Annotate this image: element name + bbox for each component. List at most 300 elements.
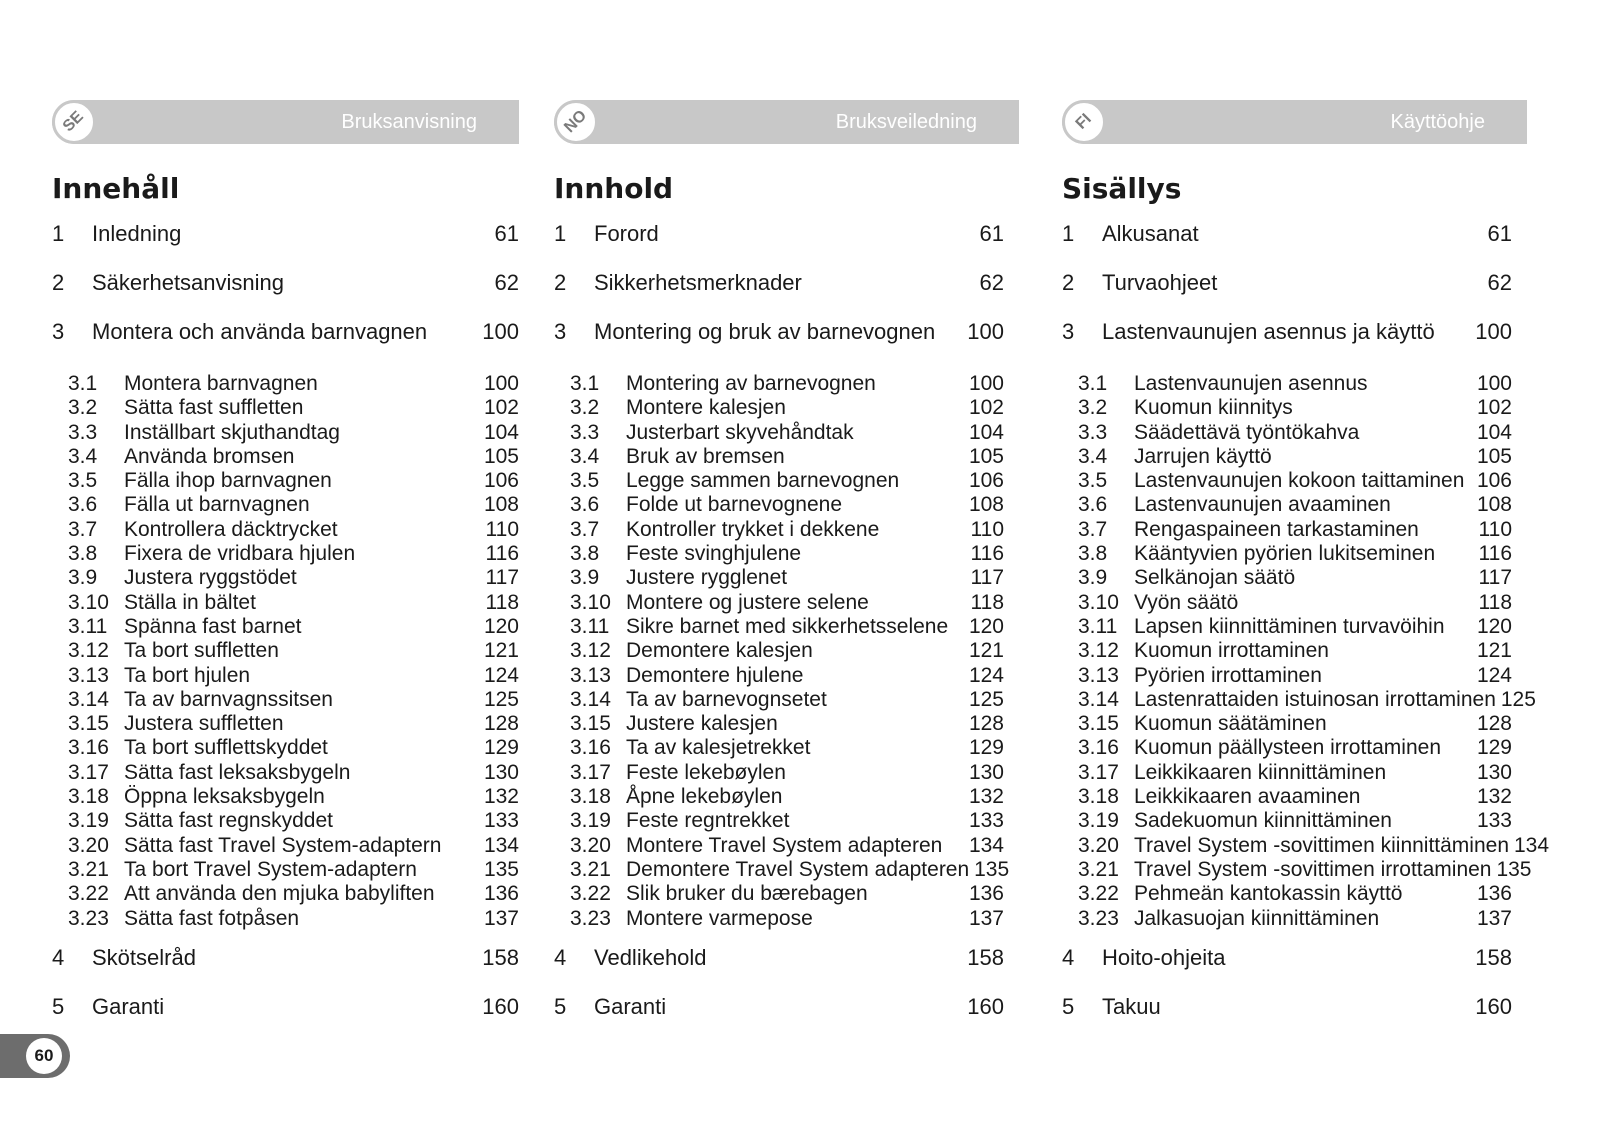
entry-label: Sikkerhetsmerknader	[594, 270, 802, 295]
toc-subentry[interactable]	[554, 664, 1004, 688]
entry-number: 3.12	[68, 639, 109, 663]
entry-page: 135	[483, 857, 519, 881]
toc-subentry[interactable]	[52, 858, 519, 882]
entry-number: 3.5	[570, 469, 600, 493]
entry-page: 110	[485, 517, 519, 541]
entry-page: 135	[1496, 857, 1532, 881]
toc-subentry[interactable]	[1062, 785, 1512, 809]
toc-subentry[interactable]	[1062, 518, 1512, 542]
entry-number: 3.20	[1078, 833, 1119, 857]
entry-number: 4	[1062, 944, 1075, 970]
entry-label: Pehmeän kantokassin käyttö	[1134, 882, 1403, 906]
toc-subentry[interactable]	[1062, 445, 1512, 469]
entry-page: 61	[1487, 221, 1512, 246]
toc-subentry[interactable]	[554, 736, 1004, 760]
entry-page: 128	[483, 712, 519, 736]
entry-number: 3.23	[570, 906, 611, 930]
entry-page: 102	[483, 396, 519, 420]
entry-page: 133	[968, 809, 1004, 833]
manual-title: Bruksanvisning	[341, 111, 477, 133]
entry-page: 120	[968, 614, 1004, 638]
entry-label: Spänna fast barnet	[124, 614, 302, 638]
toc-subentry[interactable]	[554, 712, 1004, 736]
language-header	[1062, 100, 1527, 144]
entry-page: 117	[970, 566, 1004, 590]
entry-number: 3.14	[68, 687, 109, 711]
entry-page: 136	[483, 882, 519, 906]
entry-page: 110	[970, 517, 1004, 541]
entry-label: Garanti	[92, 993, 165, 1019]
entry-page: 124	[1476, 663, 1512, 687]
entry-label: Folde ut barnevognene	[626, 493, 842, 517]
entry-page: 160	[1475, 993, 1512, 1019]
entry-number: 3.12	[570, 639, 611, 663]
entry-label: Montera barnvagnen	[124, 372, 318, 395]
entry-number: 3.18	[1078, 785, 1119, 809]
toc-subentry[interactable]	[52, 493, 519, 517]
entry-label: Fälla ihop barnvagnen	[124, 469, 332, 493]
entry-label: Lastenrattaiden istuinosan irrottaminen	[1134, 687, 1496, 711]
entry-number: 3.15	[1078, 712, 1119, 736]
entry-number: 3.6	[68, 493, 98, 517]
entry-number: 3.6	[570, 493, 600, 517]
entry-number: 1	[554, 221, 567, 246]
toc-subentry[interactable]	[1062, 736, 1512, 760]
toc-subentry[interactable]	[52, 615, 519, 639]
toc-subentry[interactable]	[52, 834, 519, 858]
entry-label: Travel System -sovittimen kiinnittäminen	[1134, 833, 1510, 857]
toc-subentry[interactable]	[1062, 712, 1512, 736]
entry-number: 3.8	[1078, 542, 1108, 566]
entry-label: Använda bromsen	[124, 444, 295, 468]
entry-page: 116	[970, 542, 1004, 566]
entry-number: 3.10	[1078, 590, 1119, 614]
toc-subentry[interactable]	[52, 421, 519, 445]
toc-subentry[interactable]	[554, 566, 1004, 590]
toc-subentry[interactable]	[554, 518, 1004, 542]
entry-number: 3.11	[68, 614, 108, 638]
entry-page: 128	[1476, 712, 1512, 736]
toc-subentry[interactable]	[52, 907, 519, 931]
entry-number: 2	[52, 270, 65, 295]
toc-subentry[interactable]	[554, 907, 1004, 931]
entry-number: 3.11	[570, 614, 610, 638]
entry-number: 3.9	[570, 566, 600, 590]
entry-page: 116	[1478, 542, 1512, 566]
entry-number: 3.9	[68, 566, 98, 590]
toc-entry[interactable]	[554, 317, 1004, 366]
toc-subentry[interactable]	[554, 761, 1004, 785]
toc-subentry[interactable]	[52, 445, 519, 469]
toc-subentry[interactable]	[1062, 372, 1512, 396]
entry-label: Ta av kalesjetrekket	[626, 736, 811, 760]
entry-label: Montera och använda barnvagnen	[92, 319, 428, 344]
entry-page: 62	[1487, 270, 1512, 295]
toc-entry[interactable]	[52, 317, 519, 366]
toc-subentry[interactable]	[52, 639, 519, 663]
entry-page: 104	[1476, 420, 1512, 444]
entry-page: 133	[483, 809, 519, 833]
toc-subentry[interactable]	[554, 809, 1004, 833]
entry-page: 121	[483, 639, 519, 663]
entry-page: 130	[968, 760, 1004, 784]
entry-page: 129	[968, 736, 1004, 760]
entry-label: Lastenvaunujen kokoon taittaminen	[1134, 469, 1465, 493]
entry-number: 3.19	[68, 809, 109, 833]
entry-label: Takuu	[1102, 993, 1161, 1019]
entry-page: 105	[968, 444, 1004, 468]
entry-label: Vedlikehold	[594, 944, 707, 970]
toc-subentry[interactable]	[52, 882, 519, 906]
entry-page: 121	[1476, 639, 1512, 663]
entry-label: Demontere kalesjen	[626, 639, 813, 663]
entry-label: Leikkikaaren kiinnittäminen	[1134, 760, 1387, 784]
entry-page: 106	[968, 469, 1004, 493]
entry-number: 3.20	[68, 833, 109, 857]
toc-subentry[interactable]	[52, 664, 519, 688]
entry-number: 3.16	[1078, 736, 1119, 760]
toc-subentry[interactable]	[1062, 907, 1512, 931]
toc-subentry[interactable]	[554, 372, 1004, 396]
toc-subentry[interactable]	[1062, 833, 1550, 858]
entry-number: 3.15	[68, 712, 109, 736]
toc-subentry[interactable]	[554, 396, 1004, 420]
toc-subentry[interactable]	[1062, 882, 1512, 906]
entry-number: 2	[1062, 270, 1075, 295]
toc-subentry[interactable]	[554, 834, 1004, 858]
entry-number: 3.5	[68, 469, 98, 493]
toc-subentry[interactable]	[1062, 469, 1512, 493]
entry-label: Feste svinghjulene	[626, 542, 802, 566]
entry-label: Montere varmepose	[626, 906, 813, 930]
entry-page: 100	[968, 372, 1004, 395]
toc-subentry[interactable]	[52, 712, 519, 736]
entry-number: 3.13	[1078, 663, 1119, 687]
entry-number: 4	[554, 944, 567, 970]
entry-page: 117	[485, 566, 519, 590]
entry-number: 3.2	[68, 396, 98, 420]
entry-number: 3.4	[570, 444, 600, 468]
toc-subentry[interactable]	[1062, 639, 1512, 663]
entry-page: 104	[968, 420, 1004, 444]
entry-number: 3.11	[1078, 614, 1118, 638]
entry-page: 160	[967, 993, 1004, 1019]
entry-page: 117	[1478, 566, 1512, 590]
toc-subentry[interactable]	[52, 809, 519, 833]
toc-entry[interactable]	[554, 268, 1004, 317]
entry-label: Lastenvaunujen asennus	[1134, 372, 1368, 395]
entry-label: Sikre barnet med sikkerhetsselene	[626, 614, 949, 638]
entry-number: 3.2	[570, 396, 600, 420]
entry-page: 137	[483, 906, 519, 930]
entry-label: Jalkasuojan kiinnittäminen	[1134, 906, 1380, 930]
toc-subentry[interactable]	[52, 566, 519, 590]
entry-page: 129	[1476, 736, 1512, 760]
entry-label: Justerbart skyvehåndtak	[626, 420, 854, 444]
toc-subentry[interactable]	[554, 857, 1010, 882]
entry-page: 104	[483, 420, 519, 444]
toc-subentry[interactable]	[554, 469, 1004, 493]
entry-label: Säädettävä työntökahva	[1134, 420, 1360, 444]
entry-label: Montere og justere selene	[626, 590, 869, 614]
entry-number: 3.1	[1078, 372, 1108, 395]
entry-number: 3.8	[68, 542, 98, 566]
language-header	[52, 100, 519, 144]
toc-subentry[interactable]	[1062, 591, 1512, 615]
toc-subentry[interactable]	[52, 396, 519, 420]
entry-label: Garanti	[594, 993, 667, 1019]
entry-page: 100	[1475, 319, 1512, 344]
entry-label: Fixera de vridbara hjulen	[124, 542, 356, 566]
entry-page: 100	[967, 319, 1004, 344]
entry-page: 118	[485, 590, 519, 614]
entry-label: Leikkikaaren avaaminen	[1134, 785, 1361, 809]
toc-entry[interactable]	[52, 992, 519, 1041]
entry-number: 5	[1062, 993, 1075, 1019]
entry-number: 3.14	[570, 687, 611, 711]
entry-number: 1	[1062, 221, 1075, 246]
toc-entry[interactable]	[1062, 943, 1512, 992]
entry-label: Jarrujen käyttö	[1134, 444, 1272, 468]
entry-label: Vyön säätö	[1134, 590, 1239, 614]
entry-number: 3.22	[1078, 882, 1119, 906]
entry-label: Kuomun irrottaminen	[1134, 639, 1329, 663]
toc-entry[interactable]	[1062, 992, 1512, 1041]
entry-number: 5	[554, 993, 567, 1019]
entry-page: 108	[483, 493, 519, 517]
entry-number: 3.23	[1078, 906, 1119, 930]
entry-number: 3.1	[68, 372, 98, 395]
toc-entry[interactable]	[1062, 268, 1512, 317]
entry-label: Sätta fast fotpåsen	[124, 906, 300, 930]
entry-label: Justere kalesjen	[626, 712, 778, 736]
toc-subentry[interactable]	[1062, 615, 1512, 639]
entry-number: 3.21	[1078, 857, 1119, 881]
entry-number: 3.20	[570, 833, 611, 857]
entry-label: Montere Travel System adapteren	[626, 833, 943, 857]
toc-subentry[interactable]	[1062, 566, 1512, 590]
toc-subentry[interactable]	[554, 639, 1004, 663]
entry-page: 61	[979, 221, 1004, 246]
entry-number: 3.13	[68, 663, 109, 687]
language-code: FI	[1072, 110, 1095, 133]
toc-subentry[interactable]	[554, 421, 1004, 445]
entry-page: 158	[967, 944, 1004, 970]
toc-entry[interactable]	[52, 268, 519, 317]
entry-page: 125	[483, 687, 519, 711]
entry-number: 3.16	[570, 736, 611, 760]
toc-subentry[interactable]	[52, 785, 519, 809]
entry-label: Öppna leksaksbygeln	[124, 785, 325, 809]
entry-label: Ta bort hjulen	[124, 663, 251, 687]
toc-subentry[interactable]	[1062, 687, 1536, 712]
entry-number: 3.21	[570, 857, 611, 881]
entry-page: 160	[482, 993, 519, 1019]
entry-number: 3.17	[68, 760, 109, 784]
entry-page: 137	[968, 906, 1004, 930]
entry-label: Demontere hjulene	[626, 663, 804, 687]
page-number-badge	[0, 1034, 70, 1078]
entry-page: 125	[968, 687, 1004, 711]
toc-subentry[interactable]	[52, 761, 519, 785]
entry-page: 62	[979, 270, 1004, 295]
toc-subentry[interactable]	[554, 882, 1004, 906]
entry-label: Kuomun kiinnitys	[1134, 396, 1293, 420]
entry-number: 3.10	[570, 590, 611, 614]
language-code: SE	[60, 108, 88, 136]
entry-label: Ta av barnvagnssitsen	[124, 687, 333, 711]
entry-label: Kontroller trykket i dekkene	[626, 517, 880, 541]
toc-entry[interactable]	[52, 219, 519, 268]
toc-subentry[interactable]	[1062, 761, 1512, 785]
toc-subentry[interactable]	[1062, 857, 1532, 882]
toc-subentry[interactable]	[52, 469, 519, 493]
entry-number: 3.12	[1078, 639, 1119, 663]
toc-subentry[interactable]	[1062, 493, 1512, 517]
entry-number: 3.3	[570, 420, 600, 444]
entry-page: 108	[1476, 493, 1512, 517]
toc-entry[interactable]	[1062, 317, 1512, 366]
entry-page: 158	[1475, 944, 1512, 970]
toc-subentry[interactable]	[52, 736, 519, 760]
entry-number: 3.3	[68, 420, 98, 444]
entry-label: Turvaohjeet	[1102, 270, 1218, 295]
entry-page: 105	[483, 444, 519, 468]
entry-number: 3.21	[68, 857, 109, 881]
entry-label: Slik bruker du bærebagen	[626, 882, 868, 906]
entry-number: 3.19	[570, 809, 611, 833]
toc-subentry[interactable]	[1062, 664, 1512, 688]
entry-page: 100	[482, 319, 519, 344]
entry-page: 124	[483, 663, 519, 687]
entry-number: 4	[52, 944, 65, 970]
entry-number: 3.22	[68, 882, 109, 906]
toc-subentry[interactable]	[52, 372, 519, 396]
entry-page: 132	[483, 785, 519, 809]
entry-number: 3.23	[68, 906, 109, 930]
entry-page: 136	[968, 882, 1004, 906]
entry-page: 130	[1476, 760, 1512, 784]
toc-entry[interactable]	[554, 943, 1004, 992]
entry-page: 106	[1476, 469, 1512, 493]
toc-entry[interactable]	[1062, 219, 1512, 268]
entry-page: 137	[1476, 906, 1512, 930]
entry-label: Sätta fast suffletten	[124, 396, 304, 420]
entry-label: Åpne lekebøylen	[626, 785, 783, 809]
entry-label: Bruk av bremsen	[626, 444, 785, 468]
entry-page: 120	[1476, 614, 1512, 638]
entry-label: Ta bort Travel System-adaptern	[124, 857, 417, 881]
entry-label: Forord	[594, 221, 659, 246]
entry-number: 3.22	[570, 882, 611, 906]
entry-page: 118	[970, 590, 1004, 614]
entry-label: Rengaspaineen tarkastaminen	[1134, 517, 1419, 541]
entry-number: 3	[52, 319, 65, 344]
toc-entry[interactable]	[554, 992, 1004, 1041]
entry-page: 62	[494, 270, 519, 295]
entry-page: 121	[968, 639, 1004, 663]
entry-label: Ställa in bältet	[124, 590, 256, 614]
entry-page: 134	[968, 833, 1004, 857]
entry-page: 130	[483, 760, 519, 784]
entry-page: 158	[482, 944, 519, 970]
toc-title: Sisällys	[1062, 172, 1182, 205]
entry-page: 125	[1500, 687, 1536, 711]
entry-label: Säkerhetsanvisning	[92, 270, 285, 295]
entry-number: 3.15	[570, 712, 611, 736]
entry-label: Selkänojan säätö	[1134, 566, 1296, 590]
toc-subentry[interactable]	[1062, 542, 1512, 566]
entry-label: Fälla ut barnvagnen	[124, 493, 310, 517]
entry-number: 1	[52, 221, 65, 246]
toc-subsection-list	[554, 372, 1010, 931]
entry-number: 3.5	[1078, 469, 1108, 493]
toc-subentry[interactable]	[52, 542, 519, 566]
entry-number: 3.4	[1078, 444, 1108, 468]
toc-subentry[interactable]	[554, 785, 1004, 809]
toc-entry[interactable]	[554, 219, 1004, 268]
entry-page: 136	[1476, 882, 1512, 906]
entry-page: 116	[485, 542, 519, 566]
toc-subentry[interactable]	[52, 518, 519, 542]
toc-subentry[interactable]	[52, 591, 519, 615]
entry-page: 102	[1476, 396, 1512, 420]
entry-label: Kääntyvien pyörien lukitseminen	[1134, 542, 1436, 566]
toc-subentry[interactable]	[554, 615, 1004, 639]
language-header	[554, 100, 1019, 144]
toc-title: Innehåll	[52, 172, 180, 205]
manual-title: Bruksveiledning	[835, 111, 977, 133]
entry-label: Demontere Travel System adapteren	[626, 857, 970, 881]
page-number: 60	[26, 1038, 62, 1074]
toc-subentry[interactable]	[1062, 421, 1512, 445]
toc-subentry[interactable]	[1062, 809, 1512, 833]
toc-entry[interactable]	[52, 943, 519, 992]
entry-label: Ta bort suffletten	[124, 639, 279, 663]
entry-number: 3.1	[570, 372, 600, 395]
entry-label: Ta av barnevognsetet	[626, 687, 827, 711]
entry-label: Justere rygglenet	[626, 566, 788, 590]
entry-number: 3.18	[68, 785, 109, 809]
toc-subentry[interactable]	[554, 591, 1004, 615]
toc-subentry[interactable]	[554, 542, 1004, 566]
language-code-badge	[554, 100, 598, 144]
entry-label: Sätta fast Travel System-adaptern	[124, 833, 442, 857]
entry-label: Inställbart skjuthandtag	[124, 420, 340, 444]
toc-subentry[interactable]	[52, 688, 519, 712]
entry-page: 135	[974, 857, 1010, 881]
toc-subentry[interactable]	[554, 688, 1004, 712]
language-code-badge	[1062, 100, 1106, 144]
entry-number: 3.2	[1078, 396, 1108, 420]
entry-label: Alkusanat	[1102, 221, 1199, 246]
entry-number: 3.7	[68, 517, 98, 541]
language-code: NO	[561, 107, 591, 137]
entry-label: Kuomun päällysteen irrottaminen	[1134, 736, 1442, 760]
entry-label: Feste lekebøylen	[626, 760, 786, 784]
toc-subentry[interactable]	[554, 493, 1004, 517]
entry-page: 105	[1476, 444, 1512, 468]
entry-label: Travel System -sovittimen irrottaminen	[1134, 857, 1492, 881]
toc-subentry[interactable]	[554, 445, 1004, 469]
entry-number: 3.8	[570, 542, 600, 566]
toc-subentry[interactable]	[1062, 396, 1512, 420]
entry-label: Montering og bruk av barnevognen	[594, 319, 936, 344]
entry-number: 3.17	[570, 760, 611, 784]
entry-label: Ta bort sufflettskyddet	[124, 736, 328, 760]
entry-number: 3.14	[1078, 687, 1119, 711]
entry-label: Sätta fast leksaksbygeln	[124, 760, 351, 784]
